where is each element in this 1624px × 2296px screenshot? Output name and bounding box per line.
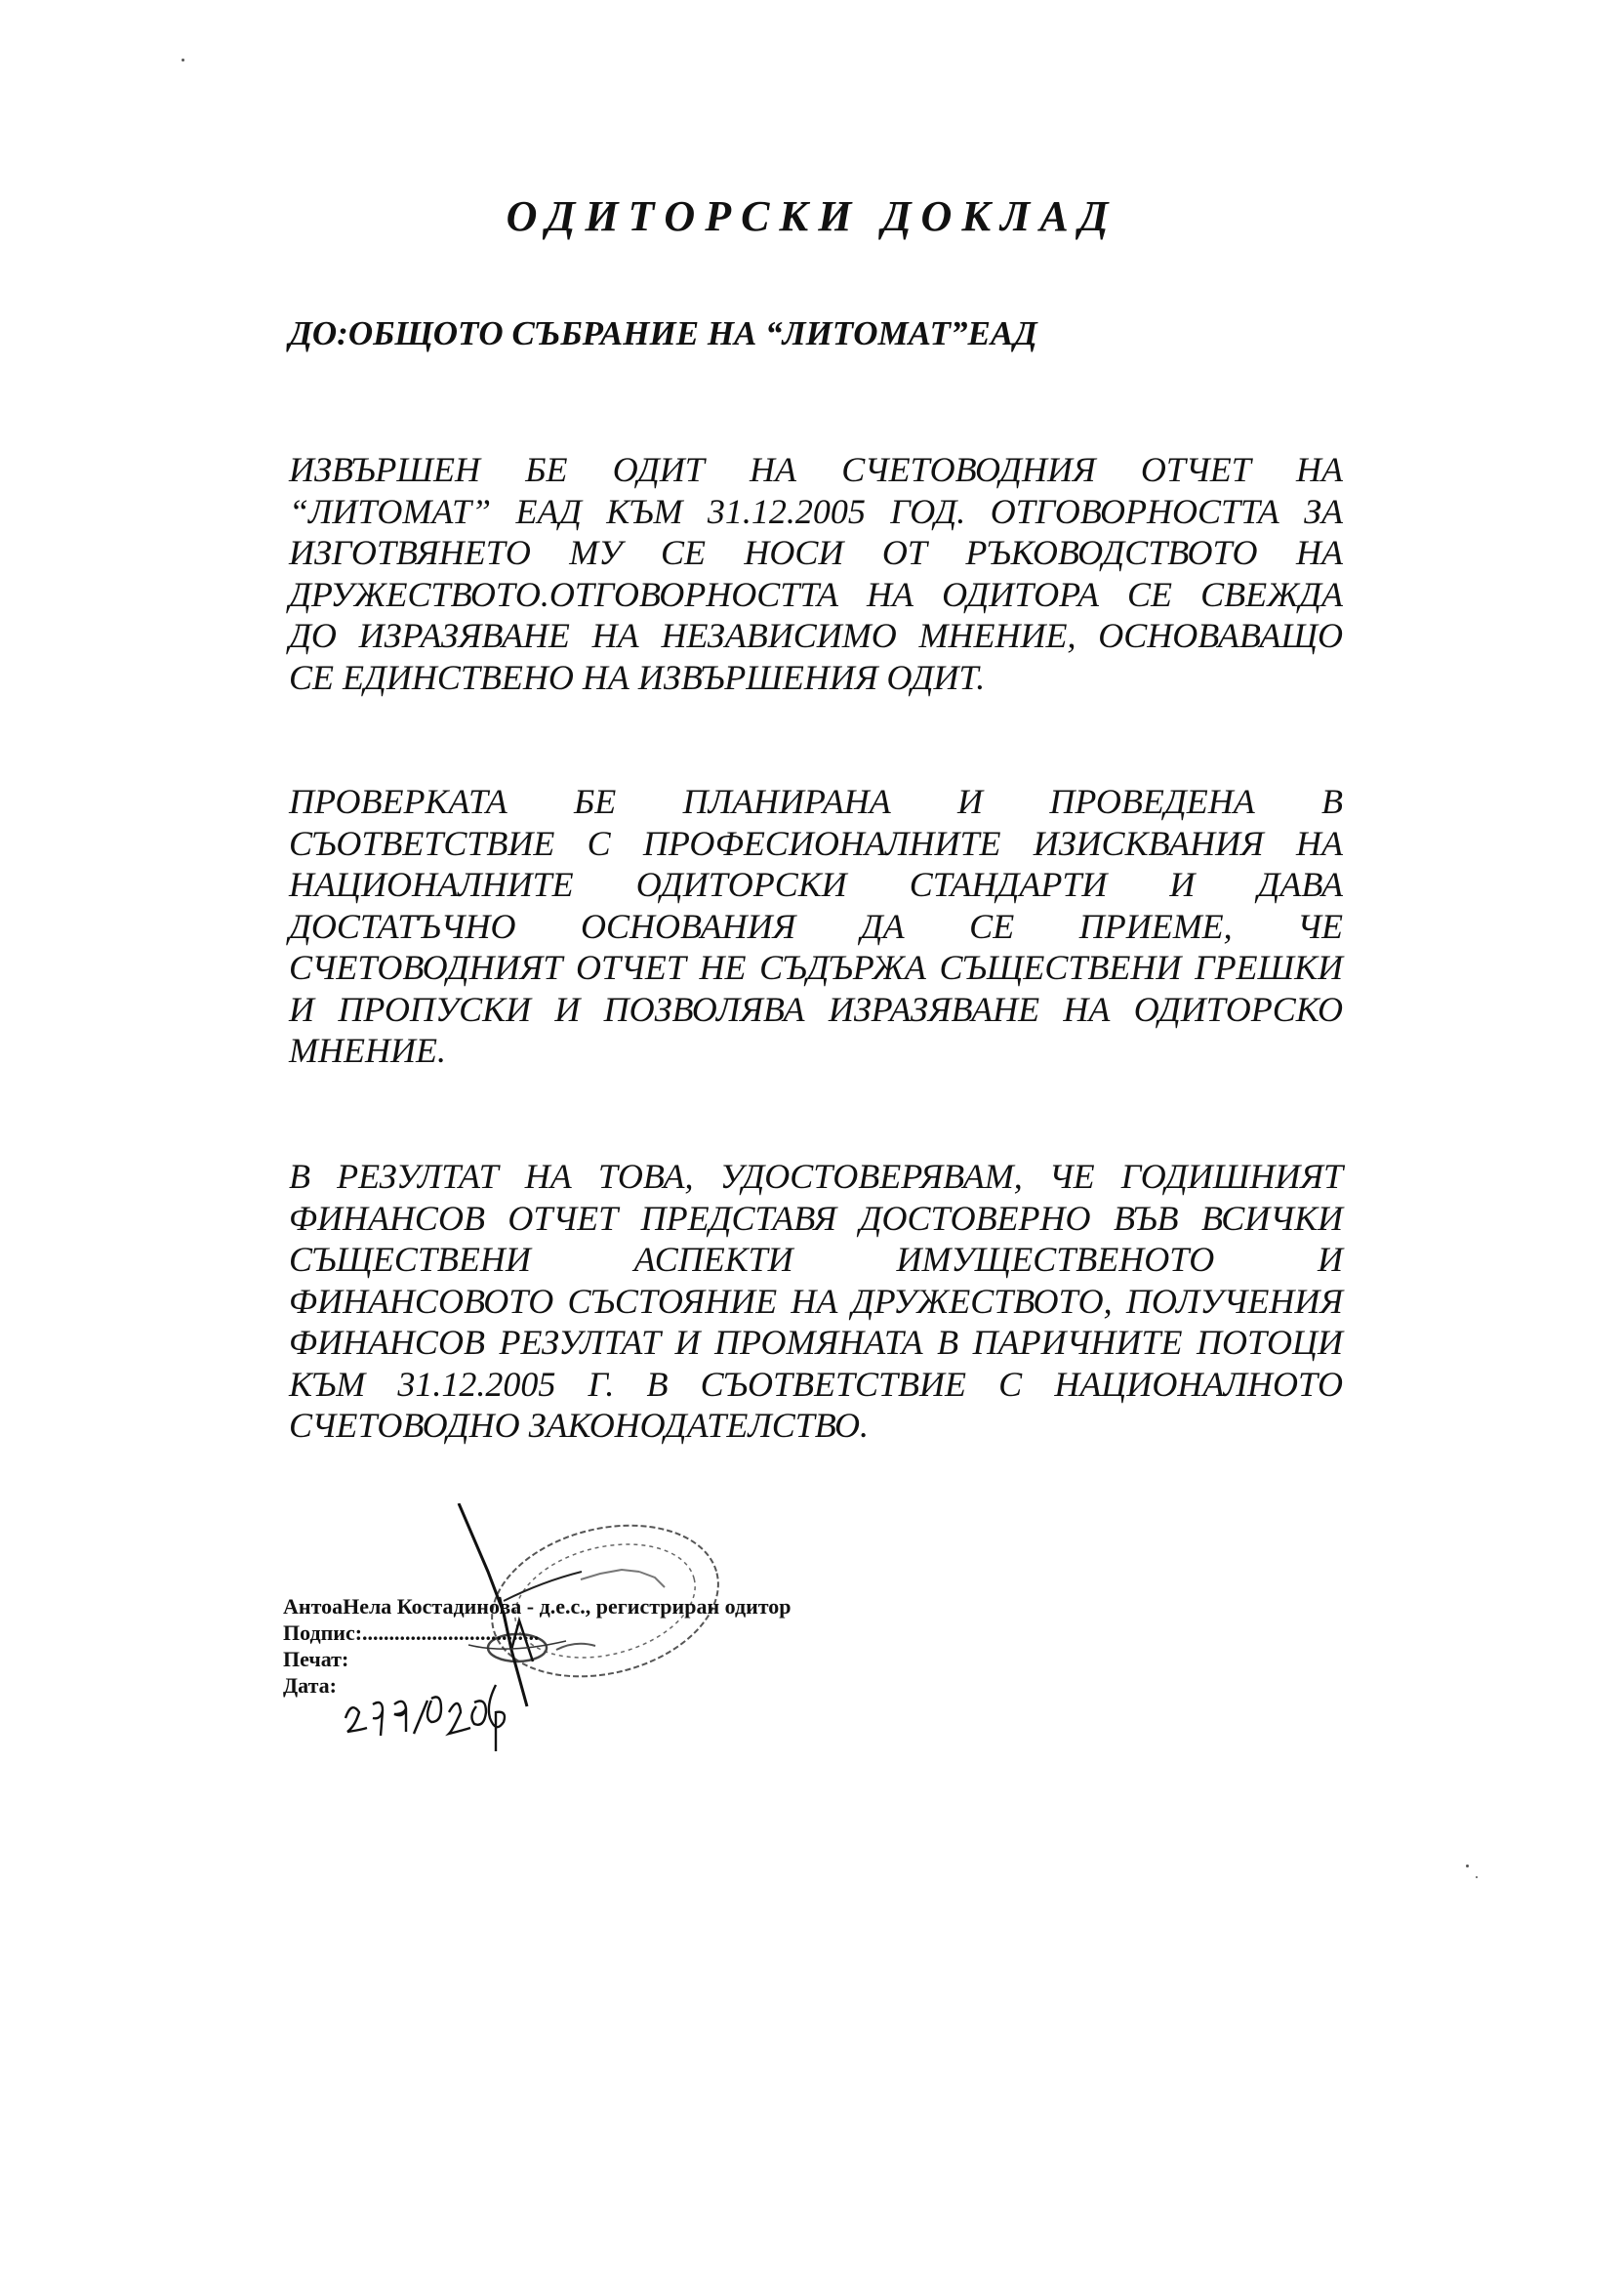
paragraph-line: ДОСТАТЪЧНО ОСНОВАНИЯ ДА СЕ ПРИЕМЕ, ЧЕ [289, 906, 1343, 946]
paragraph-line: И ПРОПУСКИ И ПОЗВОЛЯВА ИЗРАЗЯВАНЕ НА ОДИТОРСКО [289, 989, 1343, 1029]
paragraph-line: МНЕНИЕ. [289, 1031, 446, 1070]
paragraph-line: КЪМ 31.12.2005 Г. В СЪОТВЕТСТВИЕ С НАЦИОНАЛНОТО [289, 1364, 1343, 1404]
paragraph-line: СЧЕТОВОДНИЯТ ОТЧЕТ НЕ СЪДЪРЖА СЪЩЕСТВЕНИ ГРЕШКИ [289, 948, 1343, 987]
paragraph-line: ДРУЖЕСТВОТО.ОТГОВОРНОСТТА НА ОДИТОРА СЕ СВЕЖДА [289, 574, 1343, 614]
document-title: ОДИТОРСКИ ДОКЛАД [506, 192, 1118, 240]
paragraph-line: ПРОВЕРКАТА БЕ ПЛАНИРАНА И ПРОВЕДЕНА В [289, 782, 1343, 821]
paragraph-line: СЕ ЕДИНСТВЕНО НА ИЗВЪРШЕНИЯ ОДИТ. [289, 657, 986, 697]
scan-speck [1476, 1876, 1478, 1878]
paragraph-audit-scope [289, 449, 1343, 698]
paragraph-line: НАЦИОНАЛНИТЕ ОДИТОРСКИ СТАНДАРТИ И ДАВА [289, 865, 1343, 904]
paragraph-line: СЪЩЕСТВЕНИ АСПЕКТИ ИМУЩЕСТВЕНОТО И [289, 1240, 1343, 1279]
paragraph-audit-planning [289, 781, 1343, 1072]
paragraph-line: “ЛИТОМАТ” ЕАД КЪМ 31.12.2005 ГОД. ОТГОВОРНОСТТА ЗА [289, 491, 1343, 531]
stamp-label: Печат: [283, 1647, 349, 1671]
signature-label: Подпис:................................. [283, 1620, 540, 1645]
paragraph-line: ДО ИЗРАЗЯВАНЕ НА НЕЗАВИСИМО МНЕНИЕ, ОСНОВАВАЩО [289, 616, 1343, 655]
paragraph-line: ФИНАНСОВ РЕЗУЛТАТ И ПРОМЯНАТА В ПАРИЧНИТЕ ПОТОЦИ [289, 1323, 1343, 1362]
date-label: Дата: [283, 1673, 337, 1698]
handwritten-date [340, 1675, 535, 1753]
paragraph-line: ФИНАНСОВ ОТЧЕТ ПРЕДСТАВЯ ДОСТОВЕРНО ВЪВ ВСИЧКИ [289, 1198, 1343, 1238]
paragraph-line: СЪОТВЕТСТВИЕ С ПРОФЕСИОНАЛНИТЕ ИЗИСКВАНИЯ НА [289, 823, 1343, 863]
paragraph-line: В РЕЗУЛТАТ НА ТОВА, УДОСТОВЕРЯВАМ, ЧЕ ГОДИШНИЯТ [289, 1157, 1343, 1196]
auditor-name-line: АнтоаНела Костадинова - д.е.с., регистриран одитор [283, 1594, 792, 1619]
addressee-line: ДО:ОБЩОТО СЪБРАНИЕ НА “ЛИТОМАТ”ЕАД [289, 314, 1037, 352]
scan-speck [182, 59, 184, 62]
paragraph-line: СЧЕТОВОДНО ЗАКОНОДАТЕЛСТВО. [289, 1406, 870, 1445]
paragraph-line: ФИНАНСОВОТО СЪСТОЯНИЕ НА ДРУЖЕСТВОТО, ПОЛУЧЕНИЯ [289, 1281, 1343, 1321]
paragraph-line: ИЗГОТВЯНЕТО МУ СЕ НОСИ ОТ РЪКОВОДСТВОТО НА [289, 533, 1343, 572]
paragraph-audit-opinion [289, 1156, 1343, 1447]
scan-speck [1466, 1865, 1469, 1867]
paragraph-line: ИЗВЪРШЕН БЕ ОДИТ НА СЧЕТОВОДНИЯ ОТЧЕТ НА [289, 450, 1343, 489]
